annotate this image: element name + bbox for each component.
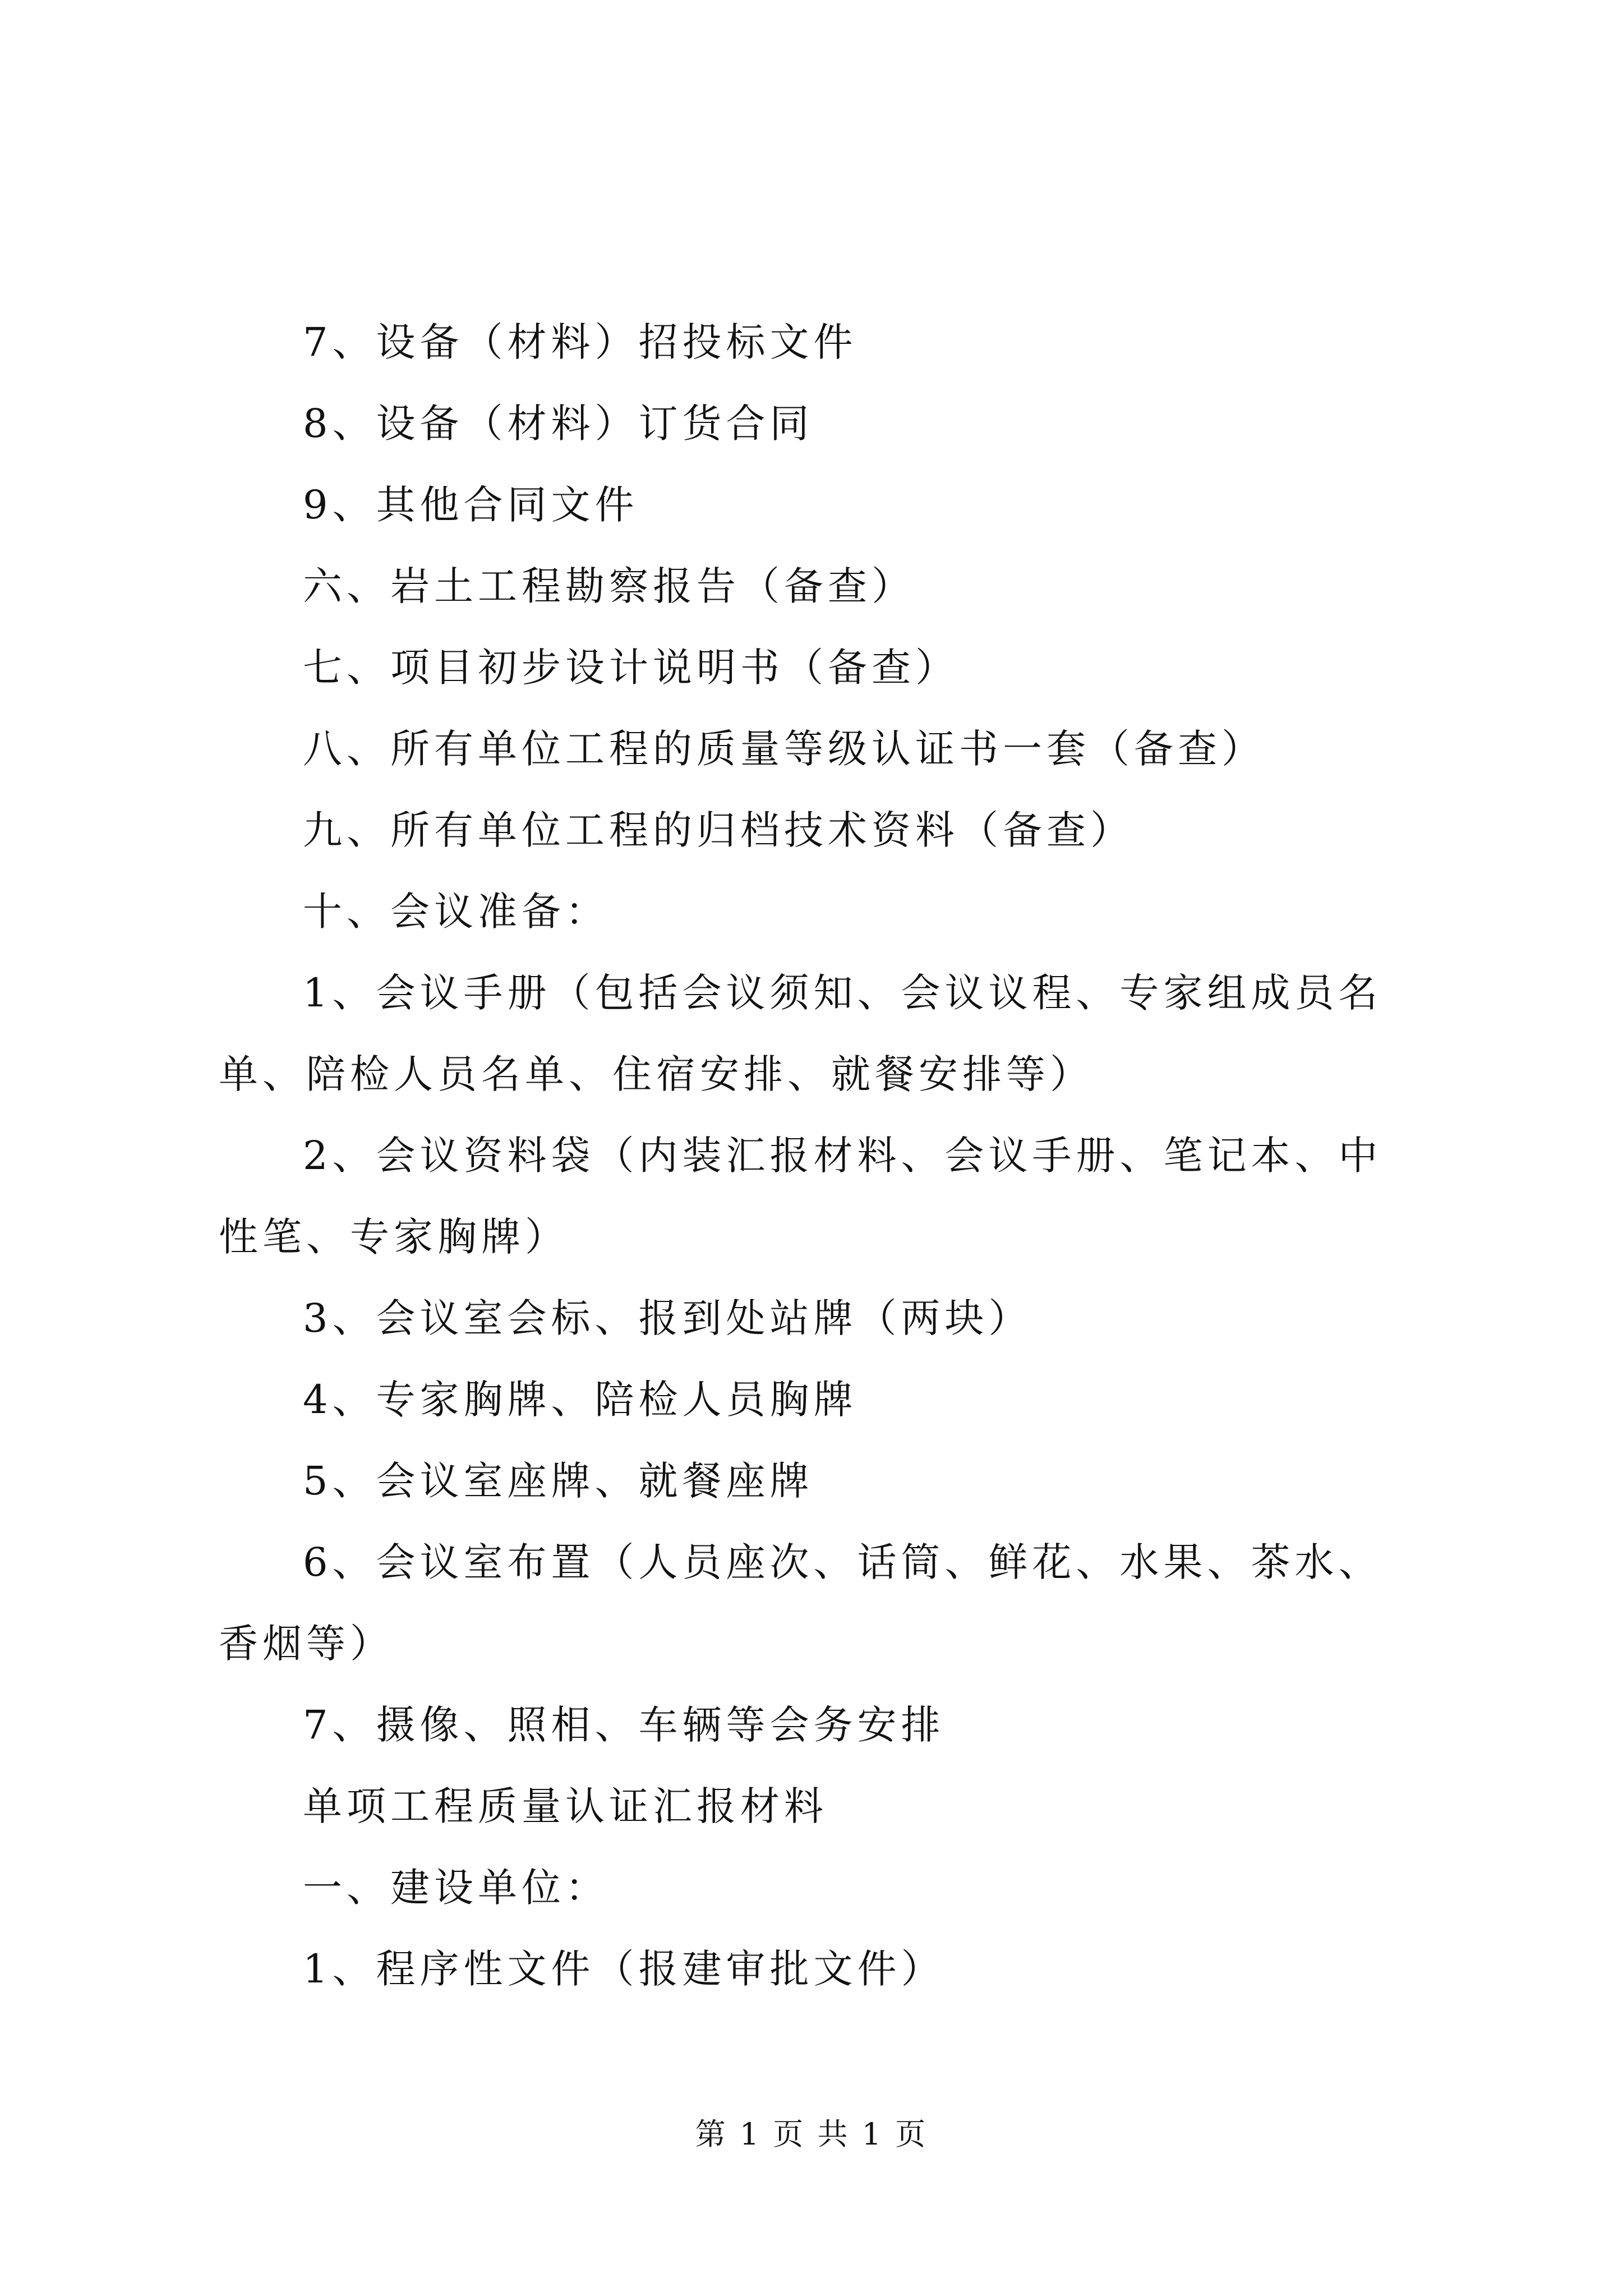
paragraph-logistics: 7、摄像、照相、车辆等会务安排: [303, 1702, 945, 1748]
paragraph-other-contracts: 9、其他合同文件: [303, 482, 639, 528]
paragraph-meeting-preparation: 十、会议准备：: [303, 889, 609, 935]
paragraph-geotechnical-report: 六、岩土工程勘察报告（备查）: [303, 563, 915, 609]
paragraph-quality-certificates: 八、所有单位工程的质量等级认证书一套（备查）: [303, 726, 1265, 772]
paragraph-room-arrangement: 6、会议室布置（人员座次、话筒、鲜花、水果、茶水、香烟等）: [219, 1539, 1382, 1667]
paragraph-equipment-contract: 8、设备（材料）订货合同: [303, 401, 814, 447]
paragraph-procedural-documents: 1、程序性文件（报建审批文件）: [303, 1946, 945, 1992]
paragraph-preliminary-design: 七、项目初步设计说明书（备查）: [303, 645, 959, 691]
page-number-footer: 第 1 页 共 1 页: [695, 2116, 928, 2152]
paragraph-meeting-handbook: 1、会议手册（包括会议须知、会议议程、专家组成员名单、陪检人员名单、住宿安排、就餐安排等）: [219, 970, 1382, 1097]
paragraph-badges: 4、专家胸牌、陪检人员胸牌: [303, 1377, 857, 1423]
paragraph-equipment-bidding: 7、设备（材料）招投标文件: [303, 319, 857, 365]
paragraph-seat-cards: 5、会议室座牌、就餐座牌: [303, 1458, 814, 1504]
document-body: [219, 302, 1424, 2010]
paragraph-meeting-materials-bag: 2、会议资料袋（内装汇报材料、会议手册、笔记本、中性笔、专家胸牌）: [219, 1133, 1382, 1260]
paragraph-archived-technical-data: 九、所有单位工程的归档技术资料（备查）: [303, 807, 1134, 853]
paragraph-section-title: 单项工程质量认证汇报材料: [303, 1783, 828, 1829]
paragraph-construction-unit: 一、建设单位：: [303, 1865, 609, 1911]
paragraph-meeting-signage: 3、会议室会标、报到处站牌（两块）: [303, 1295, 1032, 1341]
